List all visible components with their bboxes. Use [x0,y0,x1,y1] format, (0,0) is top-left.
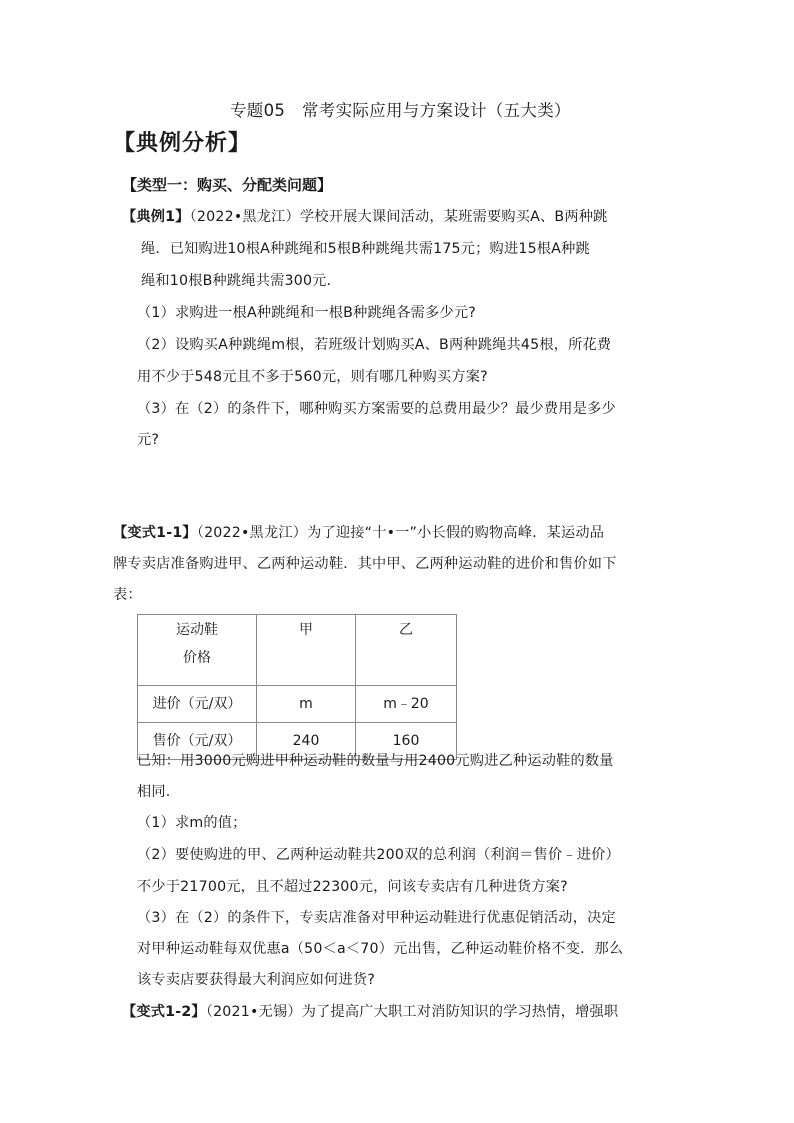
table-cell: m﹣20 [356,686,457,723]
table-cell: m [257,686,356,723]
example1-q3: （3）在（2）的条件下，哪种购买方案需要的总费用最少？最少费用是多少 [137,401,616,417]
variant1-line-3: 表： [113,587,142,603]
variant1-given-cont: 相同. [137,784,171,800]
table-row [138,686,457,723]
example1-q2: （2）设购买A种跳绳m根，若班级计划购买A、B两种跳绳共45根，所花费 [137,337,612,353]
table-cell: 160 [356,723,457,760]
example1-q1: （1）求购进一根A种跳绳和一根B种跳绳各需多少元? [137,305,476,321]
example1-tag: 【典例1】 [122,209,190,225]
table-header-jia: 甲 [257,615,356,686]
variant1-q1: （1）求m的值； [137,815,247,831]
variant2-tag: 【变式1-2】 [122,1004,206,1020]
table-header-corner: 运动鞋 价格 [138,615,257,686]
example1-line-1: 【典例1】（2022•黑龙江）学校开展大课间活动，某班需要购买A、B两种跳 [122,209,608,225]
variant1-given: 已知：用3000元购进甲种运动鞋的数量与用2400元购进乙种运动鞋的数量 [137,753,614,769]
example1-line-2: 绳．已知购进10根A种跳绳和5根B种跳绳共需175元；购进15根A种跳 [141,241,590,257]
variant1-q3-cont-2: 该专卖店要获得最大利润应如何进货? [137,972,375,988]
variant1-q2-cont: 不少于21700元，且不超过22300元，问该专卖店有几种进货方案? [137,879,568,895]
table-row-label: 售价（元/双） [138,723,257,760]
table-row-label: 进价（元/双） [138,686,257,723]
variant1-q2: （2）要使购进的甲、乙两种运动鞋共200双的总利润（利润＝售价﹣进价） [137,847,620,863]
table-header-row [138,615,457,686]
table-header-yi: 乙 [356,615,457,686]
variant1-tag: 【变式1-1】 [113,525,197,541]
variant1-q3: （3）在（2）的条件下，专卖店准备对甲种运动鞋进行优惠促销活动，决定 [137,910,616,926]
variant1-line-2: 牌专卖店准备购进甲、乙两种运动鞋．其中甲、乙两种运动鞋的进价和售价如下 [113,556,617,572]
page-title: 专题05 常考实际应用与方案设计（五大类） [230,101,571,120]
variant1-line-1: 【变式1-1】（2022•黑龙江）为了迎接“十•一”小长假的购物高峰．某运动品 [113,525,605,541]
price-table [137,614,457,760]
variant2-line-1: 【变式1-2】（2021•无锡）为了提高广大职工对消防知识的学习热情，增强职 [122,1004,619,1020]
example1-q2-cont: 用不少于548元且不多于560元，则有哪几种购买方案? [137,369,488,385]
section-heading: 【典例分析】 [113,131,252,156]
example1-line-3: 绳和10根B种跳绳共需300元. [141,273,332,289]
example1-q3-cont: 元? [137,432,160,448]
type-heading: 【类型一：购买、分配类问题】 [122,176,333,194]
variant1-q3-cont-1: 对甲种运动鞋每双优惠a（50＜a＜70）元出售，乙种运动鞋价格不变．那么 [137,941,624,957]
table-cell: 240 [257,723,356,760]
